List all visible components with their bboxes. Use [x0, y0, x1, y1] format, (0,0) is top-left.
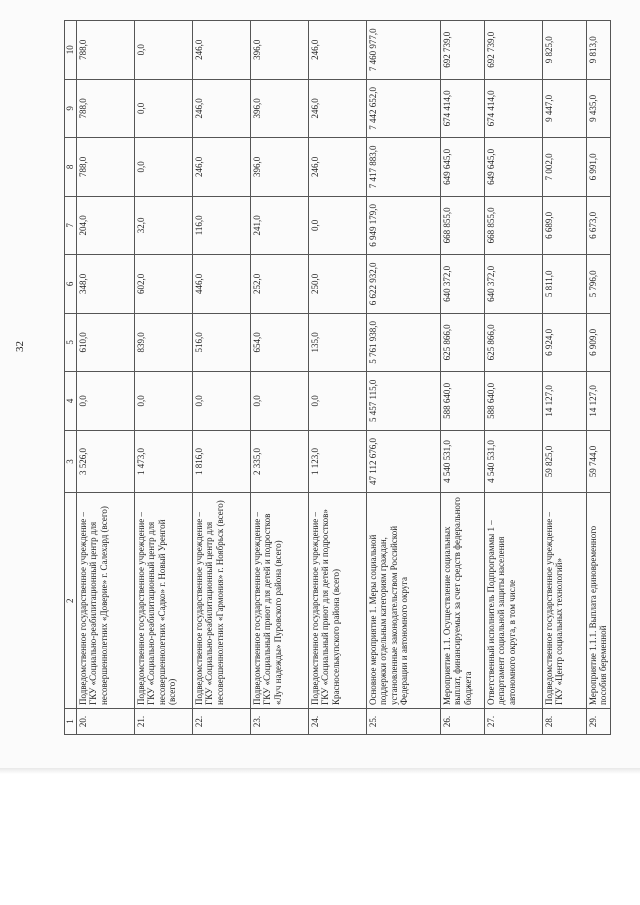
rotated-table-container: [64, 20, 608, 735]
value-cell: 7 460 977,0: [366, 21, 440, 80]
value-cell: 241,0: [250, 196, 308, 255]
value-cell: 6 909,0: [586, 313, 610, 372]
header-cell: 1: [65, 709, 77, 735]
row-name-cell: Мероприятие 1.1.1. Выплата единовременного пособия беременной: [586, 493, 610, 709]
value-cell: 396,0: [250, 138, 308, 197]
value-cell: 9 813,0: [586, 21, 610, 80]
value-cell: 674 414,0: [484, 79, 542, 138]
value-cell: 6 924,0: [542, 313, 586, 372]
value-cell: 396,0: [250, 79, 308, 138]
value-cell: 246,0: [308, 138, 366, 197]
row-name-cell: Подведомственное государственное учреждение – ГКУ «Социальный приют для детей и подростков» Красноселькупского района (всего): [308, 493, 366, 709]
value-cell: 788,0: [76, 79, 134, 138]
value-cell: 668 855,0: [484, 196, 542, 255]
table-row: [542, 21, 586, 735]
header-cell: 5: [65, 313, 77, 372]
header-cell: 4: [65, 372, 77, 431]
value-cell: 5 811,0: [542, 255, 586, 314]
value-cell: 649 645,0: [484, 138, 542, 197]
value-cell: 7 002,0: [542, 138, 586, 197]
value-cell: 674 414,0: [440, 79, 484, 138]
value-cell: 1 816,0: [192, 430, 250, 493]
row-number-cell: 24.: [308, 709, 366, 735]
value-cell: 7 417 883,0: [366, 138, 440, 197]
value-cell: 246,0: [192, 138, 250, 197]
value-cell: 0,0: [134, 372, 192, 431]
value-cell: 446,0: [192, 255, 250, 314]
row-name-cell: Подведомственное государственное учреждение – ГКУ «Социальный приют для детей и подростков «Луч надежды» Пуровского района (всего): [250, 493, 308, 709]
table-row: [134, 21, 192, 735]
header-cell: 9: [65, 79, 77, 138]
page-number: 32: [14, 341, 26, 352]
row-number-cell: 27.: [484, 709, 542, 735]
value-cell: 839,0: [134, 313, 192, 372]
value-cell: 246,0: [192, 21, 250, 80]
value-cell: 6 991,0: [586, 138, 610, 197]
header-cell: 6: [65, 255, 77, 314]
value-cell: 396,0: [250, 21, 308, 80]
value-cell: 0,0: [192, 372, 250, 431]
row-name-cell: Подведомственное государственное учреждение – ГКУ «Социально-реабилитационный центр для несовершеннолетних «Гармония» г. Ноябрьск (всего): [192, 493, 250, 709]
value-cell: 1 473,0: [134, 430, 192, 493]
row-number-cell: 28.: [542, 709, 586, 735]
value-cell: 788,0: [76, 138, 134, 197]
value-cell: 6 622 932,0: [366, 255, 440, 314]
row-name-cell: Подведомственное государственное учреждение – ГКУ «Социально-реабилитационный центр для несовершеннолетних «Садко» г. Новый Уренгой (всего): [134, 493, 192, 709]
value-cell: 1 123,0: [308, 430, 366, 493]
table-row: [484, 21, 542, 735]
value-cell: 135,0: [308, 313, 366, 372]
table-row: [586, 21, 610, 735]
table-row: [76, 21, 134, 735]
table-row: [192, 21, 250, 735]
row-number-cell: 26.: [440, 709, 484, 735]
row-name-cell: Основное мероприятие 1. Меры социальной поддержки отдельным категориям граждан, установленные законодательством Российской Федерации и автономного округа: [366, 493, 440, 709]
value-cell: 6 673,0: [586, 196, 610, 255]
value-cell: 588 640,0: [484, 372, 542, 431]
value-cell: 348,0: [76, 255, 134, 314]
row-name-cell: Подведомственное государственное учреждение – ГКУ «Центр социальных технологий»: [542, 493, 586, 709]
value-cell: 59 825,0: [542, 430, 586, 493]
value-cell: 0,0: [308, 372, 366, 431]
value-cell: 246,0: [308, 21, 366, 80]
value-cell: 14 127,0: [586, 372, 610, 431]
row-number-cell: 21.: [134, 709, 192, 735]
value-cell: 250,0: [308, 255, 366, 314]
value-cell: 788,0: [76, 21, 134, 80]
value-cell: 6 949 179,0: [366, 196, 440, 255]
value-cell: 246,0: [308, 79, 366, 138]
value-cell: 602,0: [134, 255, 192, 314]
value-cell: 0,0: [134, 21, 192, 80]
row-number-cell: 25.: [366, 709, 440, 735]
value-cell: 4 540 531,0: [484, 430, 542, 493]
value-cell: 3 526,0: [76, 430, 134, 493]
value-cell: 5 457 115,0: [366, 372, 440, 431]
value-cell: 9 435,0: [586, 79, 610, 138]
value-cell: 4 540 531,0: [440, 430, 484, 493]
header-cell: 3: [65, 430, 77, 493]
value-cell: 246,0: [192, 79, 250, 138]
value-cell: 640 372,0: [440, 255, 484, 314]
row-number-cell: 22.: [192, 709, 250, 735]
row-name-cell: Подведомственное государственное учреждение – ГКУ «Социально-реабилитационный центр для несовершеннолетних «Доверие» г. Салехард (всего): [76, 493, 134, 709]
value-cell: 610,0: [76, 313, 134, 372]
value-cell: 252,0: [250, 255, 308, 314]
value-cell: 59 744,0: [586, 430, 610, 493]
value-cell: 32,0: [134, 196, 192, 255]
value-cell: 640 372,0: [484, 255, 542, 314]
value-cell: 625 866,0: [440, 313, 484, 372]
table-row: [440, 21, 484, 735]
value-cell: 588 640,0: [440, 372, 484, 431]
value-cell: 0,0: [134, 138, 192, 197]
value-cell: 6 689,0: [542, 196, 586, 255]
page-edge: [0, 768, 640, 774]
value-cell: 0,0: [250, 372, 308, 431]
value-cell: 2 335,0: [250, 430, 308, 493]
value-cell: 204,0: [76, 196, 134, 255]
header-cell: 10: [65, 21, 77, 80]
value-cell: 692 739,0: [440, 21, 484, 80]
row-name-cell: Ответственный исполнитель Подпрограммы 1 – департамент социальной защиты населения автономного округа, в том числе: [484, 493, 542, 709]
value-cell: 116,0: [192, 196, 250, 255]
value-cell: 668 855,0: [440, 196, 484, 255]
value-cell: 649 645,0: [440, 138, 484, 197]
row-number-cell: 29.: [586, 709, 610, 735]
value-cell: 7 442 652,0: [366, 79, 440, 138]
table-row: [308, 21, 366, 735]
value-cell: 5 761 938,0: [366, 313, 440, 372]
value-cell: 5 796,0: [586, 255, 610, 314]
value-cell: 0,0: [308, 196, 366, 255]
value-cell: 14 127,0: [542, 372, 586, 431]
table-row: [366, 21, 440, 735]
table-header-row: [65, 21, 77, 735]
value-cell: 9 447,0: [542, 79, 586, 138]
value-cell: 625 866,0: [484, 313, 542, 372]
header-cell: 2: [65, 493, 77, 709]
data-table: [64, 20, 611, 735]
header-cell: 8: [65, 138, 77, 197]
value-cell: 0,0: [76, 372, 134, 431]
row-number-cell: 23.: [250, 709, 308, 735]
header-cell: 7: [65, 196, 77, 255]
value-cell: 47 112 676,0: [366, 430, 440, 493]
row-name-cell: Мероприятие 1.1. Осуществление социальных выплат, финансируемых за счет средств федерального бюджета: [440, 493, 484, 709]
value-cell: 9 825,0: [542, 21, 586, 80]
row-number-cell: 20.: [76, 709, 134, 735]
table-row: [250, 21, 308, 735]
value-cell: 654,0: [250, 313, 308, 372]
value-cell: 692 739,0: [484, 21, 542, 80]
value-cell: 516,0: [192, 313, 250, 372]
value-cell: 0,0: [134, 79, 192, 138]
